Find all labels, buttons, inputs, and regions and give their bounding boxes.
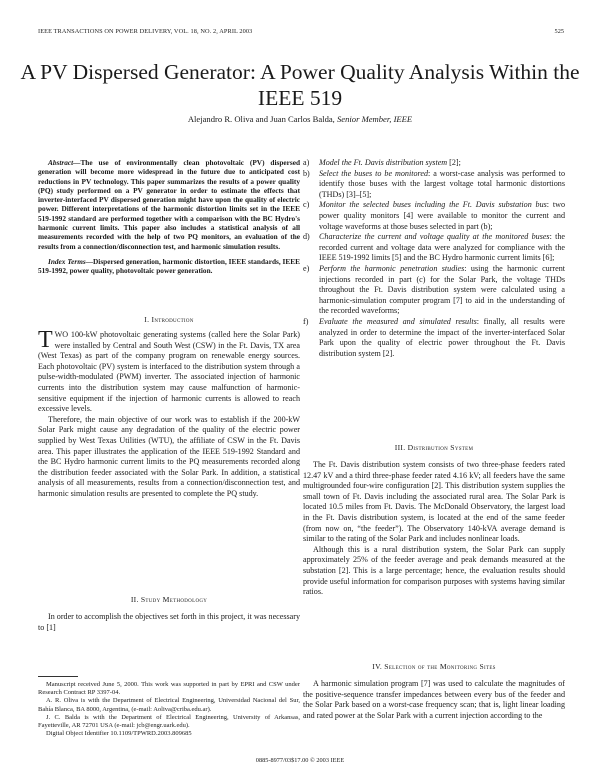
paper-title: A PV Dispersed Generator: A Power Quality Analysis Within the IEEE 519 — [20, 60, 580, 110]
methodology-body — [38, 612, 300, 633]
section-heading-methodology — [38, 595, 300, 604]
abstract-label: Abstract— — [48, 158, 81, 167]
section-number: I. — [144, 315, 150, 324]
copyright-footer: 0885-8977/03$17.00 © 2003 IEEE — [255, 757, 345, 764]
intro-paragraph-2: Therefore, the main objective of our work was to establish if the 200-kW Solar Park might cause any degradation of the quality of the electric power supplied by West Texas Utilities (WTU), the affiliate of CSW in the Ft. Davis area. This paper illustrates the application of the IEEE 519-1992 Standard and the BC Hydro harmonic current limits to the PQ measurements recorded along the distribution feeder associated with the Solar Park. In addition, a statistical analysis of all measurements, results from a connection/disconnection test, and harmonic simulation results are presented to complete the PQ study. — [38, 414, 300, 498]
monitoring-sites-body — [303, 679, 565, 721]
running-header: IEEE TRANSACTIONS ON POWER DELIVERY, VOL. 18, NO. 2, APRIL 2003 — [38, 28, 253, 35]
methodology-paragraph-1: In order to accomplish the objectives set forth in this project, it was necessary to [1] — [38, 612, 300, 632]
section-heading-distribution-system — [303, 443, 565, 452]
intro-paragraph-1: TWO 100-kW photovoltaic generating systems (called here the Solar Park) were installed by Central and South West (CSW) in the Ft. Davis, TX area (West Texas) as part of the company program on renewable energy sources. Each photovoltaic (PV) system is interfaced to the distribution system through a pulse-width-modulated (PWM) inverter. The associated injection of harmonic currents into the distribution system may cause malfunction of harmonic-sensitive equipment if the injection of harmonic currents is allowed to reach excessive levels. — [38, 327, 300, 414]
methodology-list-column — [303, 158, 565, 359]
left-column — [38, 158, 300, 276]
list-item: e) Perform the harmonic penetration studies: using the harmonic current injections recorded in part (c) for the Solar Park, the voltage THDs throughout the Ft. Davis distribution system were calculated using a harmonic-simulation computer program [7] to aid in the understanding of the recorded waveforms; — [303, 263, 565, 316]
section-title: Distribution System — [407, 443, 474, 452]
footnote-author-oliva: A. R. Oliva is with the Department of Electrical Engineering, Universidad Nacional del Sur, Bahía Blanca, BA 8000, Argentina, (e-mail: Aoliva@criba.edu.ar). — [38, 697, 300, 713]
abstract-text: The use of environmentally clean photovoltaic (PV) dispersed generation will become more widespread in the future due to anticipated cost reductions in PV technology. This paper summarizes the results of a power quality (PQ) study performed on a PV generator in order to estimate the effects that inverter-interfaced PV dispersed generation might have upon the quality of electric power. Different interpretations of the harmonic distortion limits set in the IEEE 519-1992 standard are performed together with a comparison with the BC Hydro's harmonic current limits. This paper also includes a statistical analysis of all measurements recorded with the help of two PQ monitors, an evaluation of the results from a connection/disconnection test, and harmonic simulation results. — [38, 158, 300, 251]
author-membership: Senior Member, IEEE — [337, 114, 413, 124]
list-item: c) Monitor the selected buses including the Ft. Davis substation bus: two power quality monitors [4] were available to monitor the current and voltage waveforms at those buses selected in part (b); — [303, 200, 565, 231]
index-terms — [38, 257, 300, 276]
section-title: Introduction — [151, 315, 194, 324]
distribution-paragraph-2: Although this is a rural distribution system, the Solar Park can supply approximately 25% of the feeder average and peak demands measured at the substation [2]. This is a large percentage; hence, the evaluation results should provide useful information for comparison purposes with systems having similar ratios. — [303, 544, 565, 597]
index-terms-text: Dispersed generation, harmonic distortion, IEEE standards, IEEE 519-1992, power quality, photovoltaic power generation. — [38, 256, 300, 276]
section-number: IV. — [372, 662, 383, 671]
footnote-manuscript: Manuscript received June 5, 2000. This work was supported in part by EPRI and CSW under Research Contract RP 3397-04. — [38, 681, 300, 697]
section-number: III. — [394, 443, 406, 452]
list-item: b) Select the buses to be monitored: a worst-case analysis was performed to identify those buses with the largest voltage total harmonic distortions (THDs) [3]–[5]; — [303, 168, 565, 199]
methodology-steps — [303, 158, 565, 359]
index-terms-label: Index Terms— — [48, 256, 94, 266]
section-title: Selection of the Monitoring Sites — [384, 662, 496, 671]
section-heading-monitoring-sites — [303, 662, 565, 671]
monitoring-sites-paragraph-1: A harmonic simulation program [7] was used to calculate the magnitudes of the positive-sequence transfer impedances between every bus of the feeder and the Solar Park based on a worst-case frequency scan; that is, light linear loading and rated power at the Solar Park with a current injection according to the — [303, 679, 565, 720]
list-item: f) Evaluate the measured and simulated results: finally, all results were analyzed in order to determine the impact of the inverter-interfaced Solar Park upon the quality of electric power throughout the Ft. Davis distribution system [2]. — [303, 316, 565, 358]
abstract — [38, 158, 300, 251]
author-line — [20, 114, 580, 124]
list-item: d) Characterize the current and voltage quality at the monitored buses: the recorded current and voltage data were analyzed for compliance with the IEEE 519-1992 limits [5] and the BC Hydro harmonic current limits [6]; — [303, 232, 565, 263]
list-item: a) Model the Ft. Davis distribution system [2]; — [303, 158, 461, 167]
footnote-doi: Digital Object Identifier 10.1109/TPWRD.2003.809685 — [46, 730, 192, 738]
distribution-paragraph-1: The Ft. Davis distribution system consists of two three-phase feeders rated 12.47 kV and a third three-phase feeder rated 4.16 kV; all feeders have the same multigrounded four-wire configuration [2]. This distribution system supplies the small town of Ft. Davis including the associated rural area. The Solar Park is located 10.5 miles from Ft. Davis. The McDonald Observatory, the largest load in the Ft. Davis distribution system, is located at the end of the same feeder (from now on, “the feeder”). The Observatory 140-kVA average demand is similar to the rating of the Solar Park and includes nonlinear loads. — [303, 460, 565, 544]
footnote-author-balda: J. C. Balda is with the Department of Electrical Engineering, University of Arkansas, Fayetteville, AR 72701 USA (e-mail: jcb@engr.uark.edu). — [38, 713, 300, 730]
author-names: Alejandro R. Oliva and Juan Carlos Balda, — [187, 114, 335, 124]
footnotes — [38, 681, 300, 738]
section-heading-introduction — [38, 315, 300, 324]
page-number: 525 — [554, 28, 564, 35]
section-title: Study Methodology — [140, 595, 208, 604]
distribution-system-body — [303, 460, 565, 598]
section-number: II. — [130, 595, 139, 604]
introduction-body — [38, 327, 300, 500]
footnote-rule — [38, 676, 78, 677]
